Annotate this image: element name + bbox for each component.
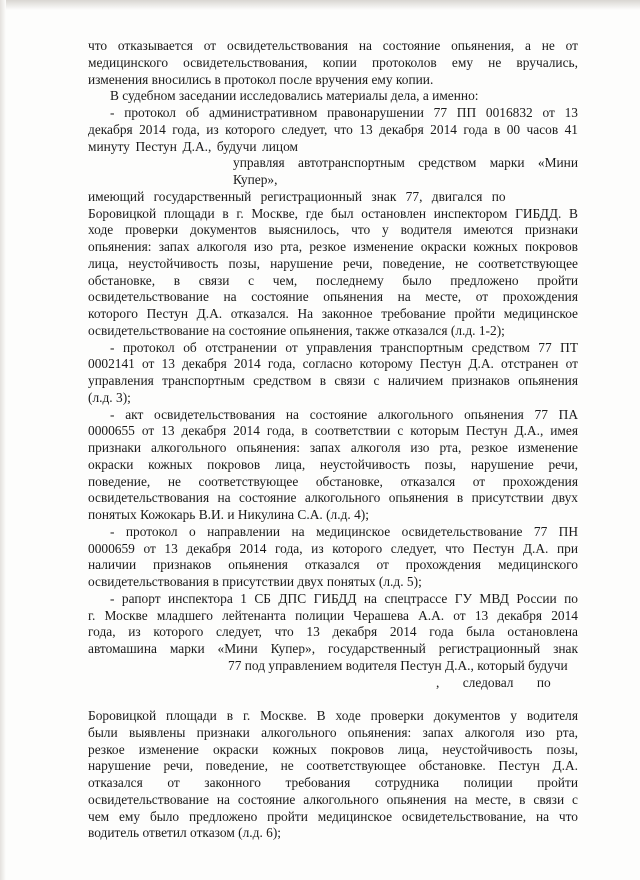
text-line: В судебном заседании исследовались материалы дела, а именно: bbox=[110, 88, 479, 104]
text-line: изменения вносились в протокол после вручения ему копии. bbox=[88, 71, 434, 87]
document-body bbox=[88, 38, 578, 842]
text-line: освидетельствование на состояние алкогольного опьянения на месте, в связи с bbox=[88, 791, 578, 807]
text-line: минуту Пестун Д.А., будучи лицом bbox=[88, 138, 298, 154]
text-line: , следовал по bbox=[436, 674, 551, 690]
text-line: медицинского освидетельствования, копии протоколов ему не вручались, bbox=[88, 54, 578, 70]
text-line: резкое изменение окраски кожных покровов лица, неустойчивость позы, bbox=[88, 741, 578, 757]
text-line: Боровицкой площади в г. Москве, где был остановлен инспектором ГИБДД. В bbox=[88, 205, 578, 221]
text-line: 0002141 от 13 декабря 2014 года, согласно которому Пестун Д.А. отстранен от bbox=[88, 356, 578, 372]
text-line: г. Москве младшего лейтенанта полиции Черашева А.А. от 13 декабря 2014 bbox=[88, 607, 578, 623]
text-line: чем ему было предложено пройти медицинское освидетельствование, на что bbox=[88, 808, 578, 824]
scan-edge-shadow bbox=[0, 0, 640, 10]
text-line: освидетельствование на состояние опьянения на месте, от прохождения bbox=[88, 289, 578, 305]
text-line bbox=[88, 189, 578, 206]
text-fragment: имеющий государственный регистрационный знак 77, двигался по bbox=[88, 188, 506, 204]
text-line: освидетельствования на состояние алкогольного опьянения в присутствии двух bbox=[88, 490, 578, 506]
text-line: декабря 2014 года, из которого следует, что 13 декабря 2014 года в 00 часов 41 bbox=[88, 121, 578, 137]
text-line: - протокол о направлении на медицинское освидетельствование 77 ПН bbox=[110, 523, 578, 539]
text-line: признаки алкогольного опьянения: запах алкоголя изо рта, резкое изменение bbox=[88, 440, 578, 455]
text-line: опьянения: запах алкоголя изо рта, резкое изменение окраски кожных покровов bbox=[88, 239, 578, 254]
text-line: освидетельствование на состояние опьянения, также отказался (л.д. 1-2); bbox=[88, 322, 505, 338]
text-line: ходе проверки документов выяснилось, что у водителя имеются признаки bbox=[88, 222, 578, 238]
text-line: поведение, не соответствующее обстановке, отказался от прохождения bbox=[88, 473, 578, 489]
text-line: (л.д. 3); bbox=[88, 389, 131, 405]
text-line: 0000655 от 13 декабря 2014 года, в соответствии с которым Пестун Д.А., имея bbox=[88, 423, 578, 439]
text-line: окраски кожных покровов лица, неустойчивость позы, нарушение речи, bbox=[88, 456, 578, 472]
blank-line bbox=[88, 691, 578, 708]
text-line: автомашина марки «Мини Купер», государственный регистрационный знак bbox=[88, 641, 578, 656]
text-line: управляя автотранспортным средством марки «Мини Купер», bbox=[233, 155, 578, 187]
text-line: - акт освидетельствования на состояние алкогольного опьянения 77 ПА bbox=[110, 406, 578, 422]
text-line: были выявлены признаки алкогольного опьянения: запах алкоголя изо рта, bbox=[88, 724, 578, 740]
text-line: нарушение речи, поведение, не соответствующее обстановке. Пестун Д.А. bbox=[88, 758, 578, 774]
text-line: Боровицкой площади в г. Москве. В ходе проверки документов у водителя bbox=[88, 708, 578, 723]
text-line: 77 под управлением водителя Пестун Д.А., который будучи bbox=[228, 657, 568, 673]
text-line: водитель ответил отказом (л.д. 6); bbox=[88, 825, 282, 841]
text-line: отказался от законного требования сотрудника полиции пройти bbox=[88, 775, 578, 790]
text-line: понятых Кожокарь В.И. и Никулина С.А. (л.д. 4); bbox=[88, 507, 369, 522]
text-line: управления транспортным средством в связи с наличием признаков опьянения bbox=[88, 373, 578, 388]
text-line: наличии признаков опьянения отказался от прохождения медицинского bbox=[88, 557, 578, 573]
text-line: которого Пестун Д.А. отказался. На законное требование пройти медицинское bbox=[88, 306, 578, 321]
text-line: года, из которого следует, что 13 декабря 2014 года была остановлена bbox=[88, 624, 578, 640]
text-line: 0000659 от 13 декабря 2014 года, из которого следует, что Пестун Д.А. при bbox=[88, 540, 578, 556]
text-line: что отказывается от освидетельствования на состояние опьянения, а не от bbox=[88, 38, 578, 53]
text-line: обстановке, в связи с чем, последнему было предложено пройти bbox=[88, 272, 578, 288]
text-line: освидетельствования в присутствии двух понятых (л.д. 5); bbox=[88, 574, 422, 589]
scan-edge-shadow-left bbox=[0, 0, 6, 880]
text-line: - протокол об административном правонарушении 77 ПП 0016832 от 13 bbox=[110, 105, 578, 120]
text-line: лица, неустойчивость позы, нарушение речи, поведение, не соответствующее bbox=[88, 255, 578, 271]
text-line: - рапорт инспектора 1 СБ ДПС ГИБДД на спецтрассе ГУ МВД России по bbox=[110, 590, 578, 606]
text-line: - протокол об отстранении от управления транспортным средством 77 ПТ bbox=[110, 339, 578, 355]
